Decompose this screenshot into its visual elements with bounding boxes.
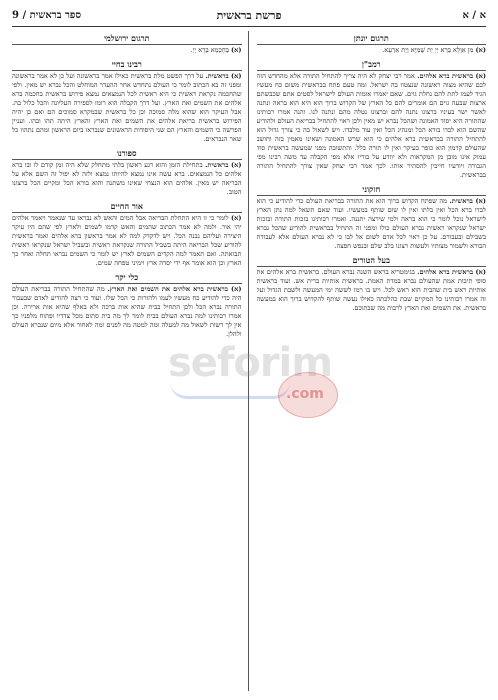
watermark-suffix: .com [286, 386, 324, 402]
section-text [257, 72, 487, 180]
section-lead: (א) [475, 46, 486, 54]
section-text [257, 268, 487, 313]
header-book-page: ספר בראשית / 9 [12, 9, 82, 21]
header-parsha-title: פרשת בראשית [216, 8, 282, 22]
left-column [12, 31, 249, 691]
section-title: אור החיים [12, 201, 242, 213]
section-title: בעל הטורים [257, 255, 487, 267]
section-rabbeinu-bachya [12, 59, 242, 144]
section-text [12, 214, 242, 268]
section-body: בְּחָכְמָא בְּרָא יְיָ. [190, 46, 229, 54]
section-lead: (א) [231, 46, 242, 54]
section-lead: (א) בראשית ברא אלהים. [417, 72, 486, 80]
section-body: בגימטריא בראש השנה נברא העולם. בראשית ברא אלהים את סופי תיבות אמת שהעולם נברא במדת האמת. בראשית אותיות ברית אש. ועוד בראשית אותיות ראש בית שהבית הוא ראש לכל. ויש בו רמז לששה ימי המעשה ולשבת הגדול ועל זה אמרו רבותינו כל המקיים שבת כהלכתה כאילו נעשה שותף להקדוש ברוך הוא במעשה בראשית. את השמים ואת הארץ לרבות מה שבתוכם. [256, 268, 486, 312]
section-body: אמר רבי יצחק לא היה צריך להתחיל התורה אלא מהחדש הזה לכם שהיא מצוה ראשונה שנצטוו בה ישראל. ומה טעם פתח בבראשית משום כח מעשיו הגיד לעמו לתת להם נחלת גוים. שאם יאמרו אומות העולם לישראל לסטים אתם שכבשתם ארצות שבעה גוים הם אומרים להם כל הארץ של הקדוש ברוך הוא היא הוא בראה ונתנה לאשר ישר בעיניו ברצונו נתנה להם וברצונו נטלה מהם ונתנה לנו. והנה אמרו רבותינו שהתורה היא יסוד האמונה ושהכל נברא יש מאין ולכן ראוי להתחיל בבריאת העולם ולהודיע שהשם הוא לבדו בורא הכל ומנהיג הכל ואין עוד מלבדו. ויש לשאול בה כי צורך גדול הוא להתחיל התורה בבראשית ברא אלהים כי הוא שרש האמונה ושאינו מאמין בזה וחושב שהעולם קדמון הוא כופר בעיקר ואין לו תורה כלל. והתשובה מפני שמעשה בראשית סוד עמוק אינו מובן מן המקראות ולא יוודע על בוריו אלא מפי הקבלה עד משה רבינו מפי הגבורה ויודעיו חייבין להסתיר אותו. לכך אמר רבי יצחק שאין צורך להתחיל התורה בבראשית. [256, 72, 486, 179]
section-text [12, 72, 242, 144]
section-sforno [12, 148, 242, 197]
section-ohr-hachaim [12, 201, 242, 268]
section-body: מִן אַוְלָא בְּרָא יְיָ יַת שְׁמַיָּא וְיַת אַרְעָא. [382, 46, 474, 54]
section-ramban [257, 59, 487, 180]
section-body: לומר כי זו היא התחלת הבריאה אבל המים והאש לא נבראו עד שנאמר ויאמר אלהים יהי אור. ולמה לא אמר הכתוב שהמים והאש קדמו לשמים ולארץ לפי שהם היו עיקר היצירה ועליהם נבנה הכל. ויש לדקדק למה לא אמר בראשון ברא אלהים ואמר בראשית להודיע שכל הבריאה היתה בשביל התורה שנקראת ראשית ובשביל ישראל שנקראו ראשית תבואתה. ואם תאמר למה הקדים השמים לארץ יש לומר כי השמים נבראו תחלה ואחר כך הארץ וכן הוא אומר אף ידי יסדה ארץ וימיני טפחה שמים. [12, 214, 242, 267]
section-text [257, 197, 487, 251]
section-body: על דרך הפשט מלת בראשית כאילו אמר בראשונה ועל כן לא אמר בראשונה ומפני זה בא הכתוב לומר כי העולם נתחדש אחר ההעדר המוחלט והכל נברא יש מאין. ולפי שהחכמה נקראת ראשית כי היא ראשית לכל הנמצאים נמצא פירוש בראשית בחכמה ברא אלהים את השמים ואת הארץ. ועל דרך הקבלה הוא רומז לספירה העליונה והכל כלול בה. אבל העיקר הוא שהוא מלה סמוכה וכן כל בראשית שבמקרא סמוכים הם ואם כן יהיה הפירוש בראשית בריאת אלהים את השמים ואת הארץ והארץ היתה תהו ובהו. ועניין הפרשה כי השמים והארץ הם שני היסודות הראשונים שנבראו ביום הראשון ומהם נתהוו כל שאר הנבראים. [12, 72, 242, 143]
commentary-columns [12, 31, 486, 691]
header-chapter-verse: א / א [462, 9, 486, 21]
section-title: רבינו בחיי [12, 59, 242, 71]
right-column [257, 31, 487, 691]
section-title: כלי יקר [12, 272, 242, 284]
section-targum-yerushalmi [12, 33, 242, 55]
section-lead: (א) [231, 214, 242, 222]
section-title: תרגום ירושלמי [12, 33, 242, 45]
section-lead: (א) בראשית ברא אלהים את השמים ואת הארץ. [107, 285, 242, 293]
section-lead: (א) בראשית. [449, 197, 486, 205]
section-title: חזקוני [257, 184, 487, 196]
section-lead: (א) בראשית. [205, 72, 242, 80]
section-title: רמב"ן [257, 59, 487, 71]
section-lead: (א) בראשית. [205, 161, 242, 169]
section-body: מה שפתח הקדוש ברוך הוא את התורה בבריאת העולם כדי להודיע כי הוא לבדו ברא הכל ואין בלתו ואין לו שום שותף במעשיו. ועוד שאם תשאל למה נתן הארץ לישראל נוכל לומר כי הוא בראה ולמי שירצה יתננה. ואמרו רבותינו בזכות התורה ובזכות ישראל שנקראו ראשית נברא העולם כולו ומפני זה התחיל בבראשית להודיע שהכל נברא בשבילם ובעבורם. על כן ראוי לכל אדם לשום אל לבו כי לא נברא העולם אלא לעבודת הבורא ולשמור מצותיו ולעשות רצונו בלב שלם ובנפש חפצה. [256, 197, 486, 250]
section-kli-yakar [12, 272, 242, 339]
section-title: ספורנו [12, 148, 242, 160]
section-text [12, 161, 242, 197]
section-body: מה שהתחיל התורה בבריאת העולם היה כדי להודיע כח מעשיו לעמו ולהורות כי הכל שלו. ועוד כי רצה להודיע לאדם שבעבור התורה נברא הכל ולכן התחיל בבית שהיא אות ברכה ולא באלף שהיא אות ארירה. וכן אמרו רבותינו למה נברא העולם בבית לומר לך מה בית סתום מכל צדדיו ופתוח מלפניו כך אין לך רשות לשאול מה למעלה ומה למטה מה לפנים ומה לאחור אלא מיום שנברא העולם ולהלן. [12, 285, 242, 338]
section-text [257, 46, 487, 55]
section-text [12, 285, 242, 339]
page-header [12, 6, 486, 27]
section-targum-yonatan [257, 33, 487, 55]
section-baal-haturim [257, 255, 487, 313]
section-title: תרגום יונתן [257, 33, 487, 45]
section-chizkuni [257, 184, 487, 251]
section-text [12, 46, 242, 55]
section-body: בתחילת הזמן והוא רגע ראשון בלתי מתחלק שלא היה זמן קודם לו ובו ברא אלהים כל הנמצאים. ברא עשה אינו נמצא להיותו נמצא ולזה לא יפול זה השם אלא על הבריאה יש מאין. אלהים הוא הנצחי שאינו משתנה והוא בורא הכל ומקיים הכל ברצונו הטוב. [12, 161, 242, 196]
section-lead: (א) בראשית ברא אלהים. [417, 268, 486, 276]
watermark-text: seforim [168, 340, 332, 386]
